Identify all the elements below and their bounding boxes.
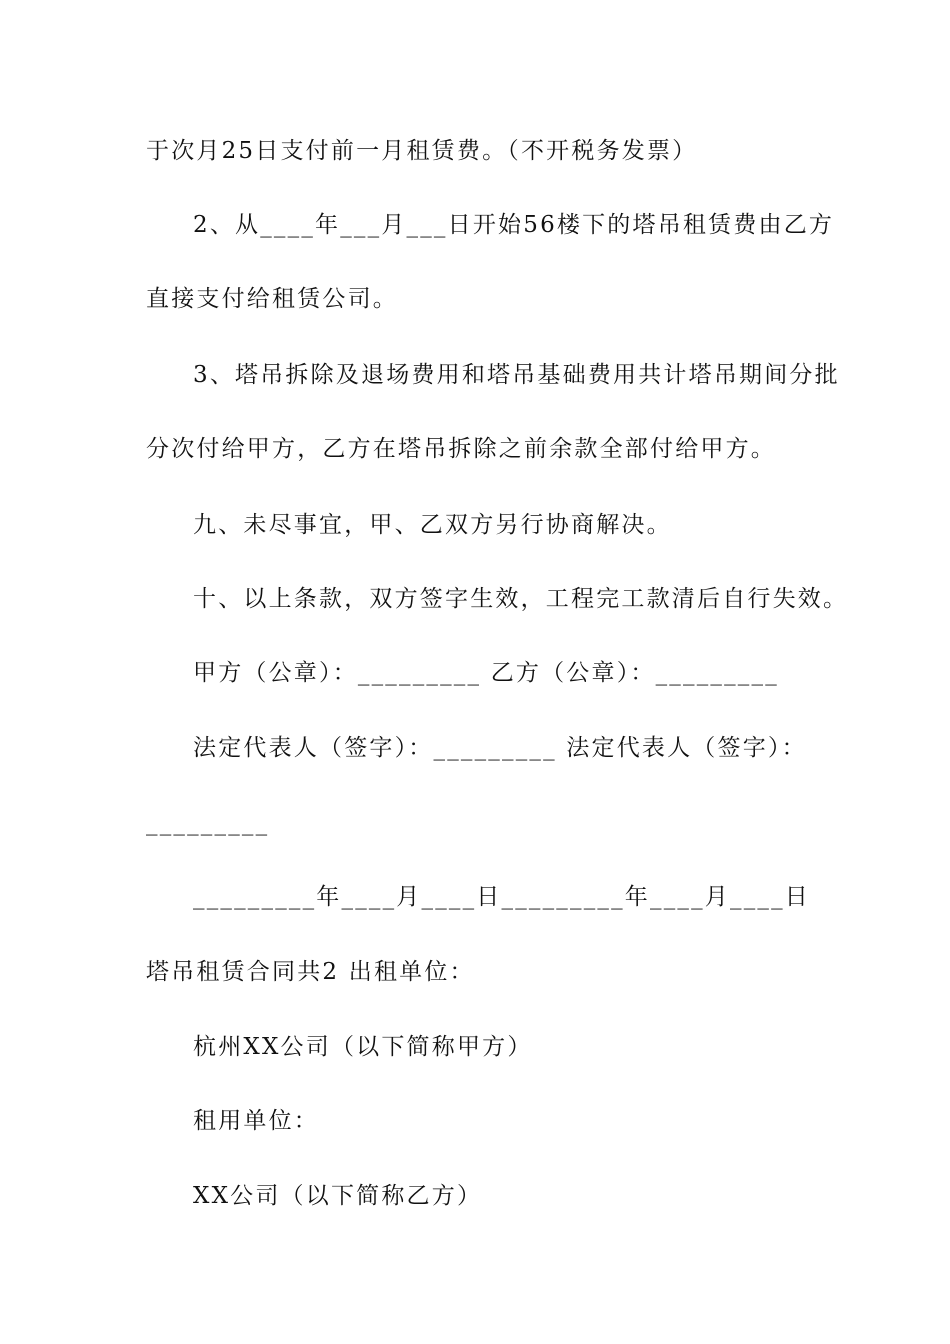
clause-3-line-1: 3、塔吊拆除及退场费用和塔吊基础费用共计塔吊期间分批	[193, 362, 840, 388]
lessee-name: XX公司（以下简称乙方）	[193, 1183, 483, 1209]
signature-blank: _________	[146, 810, 270, 836]
clause-9: 九、未尽事宜，甲、乙双方另行协商解决。	[193, 512, 672, 538]
clause-3-line-2: 分次付给甲方，乙方在塔吊拆除之前余款全部付给甲方。	[146, 436, 776, 462]
legal-representative-line: 法定代表人（签字）：_________ 法定代表人（签字）：	[193, 735, 807, 761]
lessee-label: 租用单位：	[193, 1108, 319, 1134]
date-line: _________年____月____日_________年____月____日	[193, 884, 810, 910]
lessor-name: 杭州XX公司（以下简称甲方）	[193, 1034, 533, 1060]
contract-2-heading: 塔吊租赁合同共2 出租单位：	[146, 959, 475, 985]
party-seals-line: 甲方（公章）：_________ 乙方（公章）：_________	[193, 660, 779, 686]
clause-2-line-2: 直接支付给租赁公司。	[146, 286, 398, 312]
clause-10: 十、以上条款，双方签字生效，工程完工款清后自行失效。	[193, 586, 849, 612]
clause-2-line-1: 2、从____年___月___日开始56楼下的塔吊租赁费由乙方	[193, 212, 835, 238]
payment-clause-continuation: 于次月25日支付前一月租赁费。（不开税务发票）	[146, 138, 698, 164]
